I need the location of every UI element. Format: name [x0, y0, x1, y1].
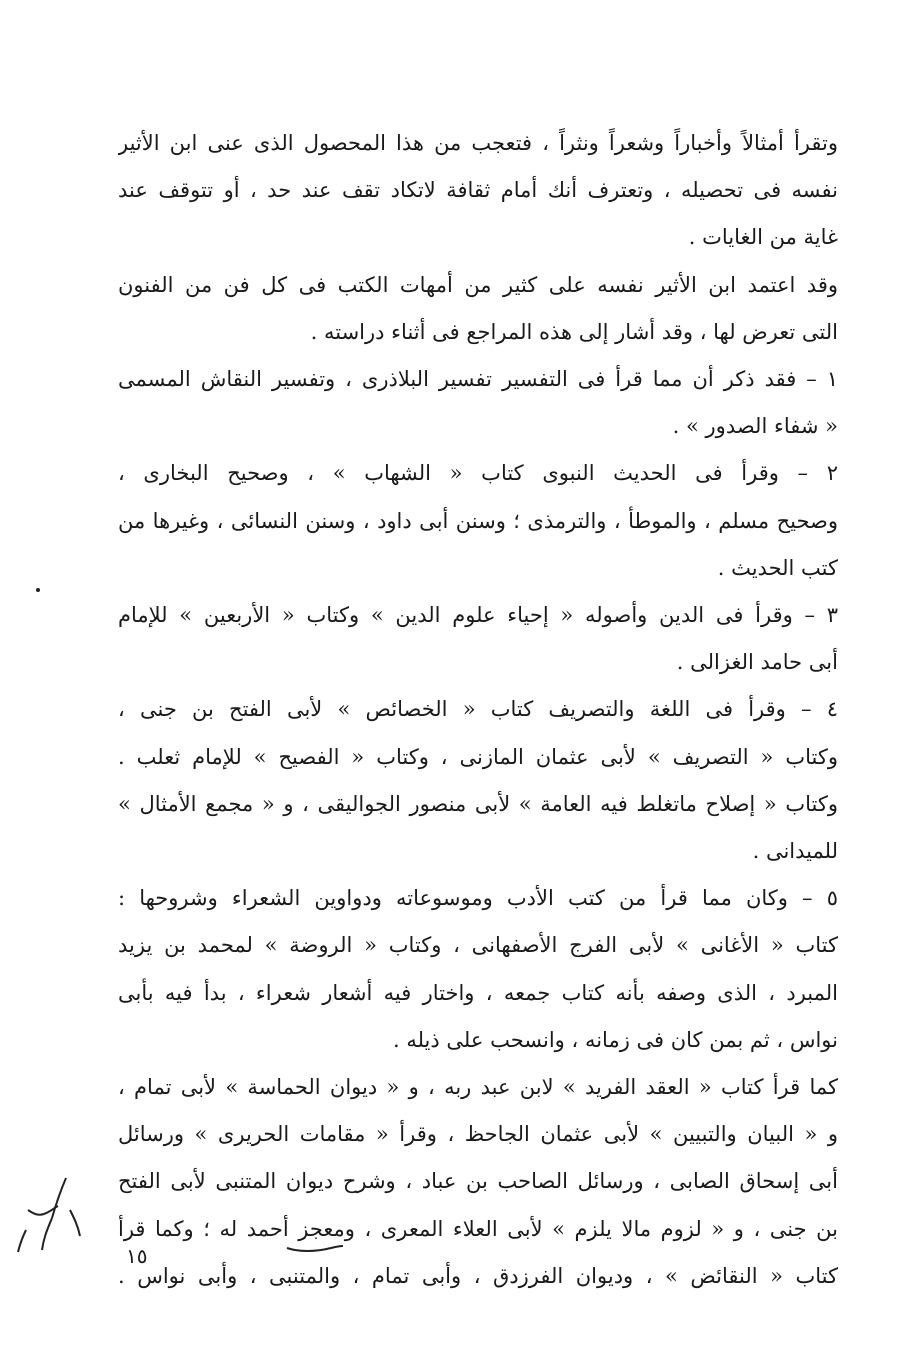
margin-dot [36, 588, 40, 592]
text-line: نفسه فى تحصيله ، وتعترف أنك أمام ثقافة لاتكاد تقف عند حد ، أو تتوقف عند [118, 178, 838, 203]
text-line: ٢ – وقرأ فى الحديث النبوى كتاب « الشهاب » ، وصحيح البخارى ، [118, 461, 838, 486]
text-line: كما قرأ كتاب « العقد الفريد » لابن عبد ربه ، و « ديوان الحماسة » لأبى تمام ، [118, 1075, 838, 1100]
text-line: غاية من الغايات . [688, 225, 838, 250]
text-line: أبى حامد الغزالى . [676, 650, 838, 675]
text-line: ٤ – وقرأ فى اللغة والتصريف كتاب « الخصائص » لأبى الفتح بن جنى ، [118, 697, 838, 722]
page-number: ١٥ [126, 1244, 148, 1268]
text-line: وقد اعتمد ابن الأثير نفسه على كثير من أمهات الكتب فى كل فن من الفنون [118, 272, 838, 297]
text-line: للميدانى . [752, 839, 838, 864]
handwritten-underline [285, 1240, 345, 1254]
text-line: ٣ – وقرأ فى الدين وأصوله « إحياء علوم الدين » وكتاب « الأربعين » للإمام [118, 603, 838, 628]
text-line: ١ – فقد ذكر أن مما قرأ فى التفسير تفسير البلاذرى ، وتفسير النقاش المسمى [118, 367, 838, 392]
text-line: كتاب « الأغانى » لأبى الفرج الأصفهانى ، وكتاب « الروضة » لمحمد بن يزيد [118, 933, 838, 958]
text-line: نواس ، ثم بمن كان فى زمانه ، وانسحب على ذيله . [393, 1027, 838, 1052]
text-line: التى تعرض لها ، وقد أشار إلى هذه المراجع فى أثناء دراسته . [310, 319, 838, 344]
body-text [118, 120, 838, 1300]
text-line: وكتاب « إصلاح ماتغلط فيه العامة » لأبى منصور الجواليقى ، و « مجمع الأمثال » [118, 791, 838, 816]
text-line: ٥ – وكان مما قرأ من كتب الأدب وموسوعاته ودواوين الشعراء وشروحها : [118, 886, 838, 911]
text-line: كتاب « النقائض » ، وديوان الفرزدق ، وأبى تمام ، والمتنبى ، وأبى نواس . [118, 1263, 838, 1288]
text-line: كتب الحديث . [717, 555, 838, 580]
text-line: وصحيح مسلم ، والموطأ ، والترمذى ؛ وسنن أبى داود ، وسنن النسائى ، وغيرها من [118, 508, 838, 533]
text-line: و « البيان والتبيين » لأبى عثمان الجاحظ ، وقرأ « مقامات الحريرى » ورسائل [118, 1122, 838, 1147]
text-line: وتقرأ أمثالاً وأخباراً وشعراً ونثراً ، فتعجب من هذا المحصول الذى عنى ابن الأثير [118, 131, 838, 155]
text-line: المبرد ، الذى وصفه بأنه كتاب جمعه ، واختار فيه أشعار شعراء ، بدأ فيه بأبى [118, 980, 838, 1005]
text-line: « شفاء الصدور » . [672, 414, 838, 439]
text-line: وكتاب « التصريف » لأبى عثمان المازنى ، وكتاب « الفصيح » للإمام ثعلب . [118, 744, 838, 769]
text-line: أبى إسحاق الصابى ، ورسائل الصاحب بن عباد ، وشرح ديوان المتنبى لأبى الفتح [118, 1169, 838, 1194]
handwritten-margin-mark [8, 1170, 88, 1260]
text-line: بن جنى ، و « لزوم مالا يلزم » لأبى العلاء المعرى ، ومعجز أحمد له ؛ وكما قرأ [118, 1216, 838, 1241]
